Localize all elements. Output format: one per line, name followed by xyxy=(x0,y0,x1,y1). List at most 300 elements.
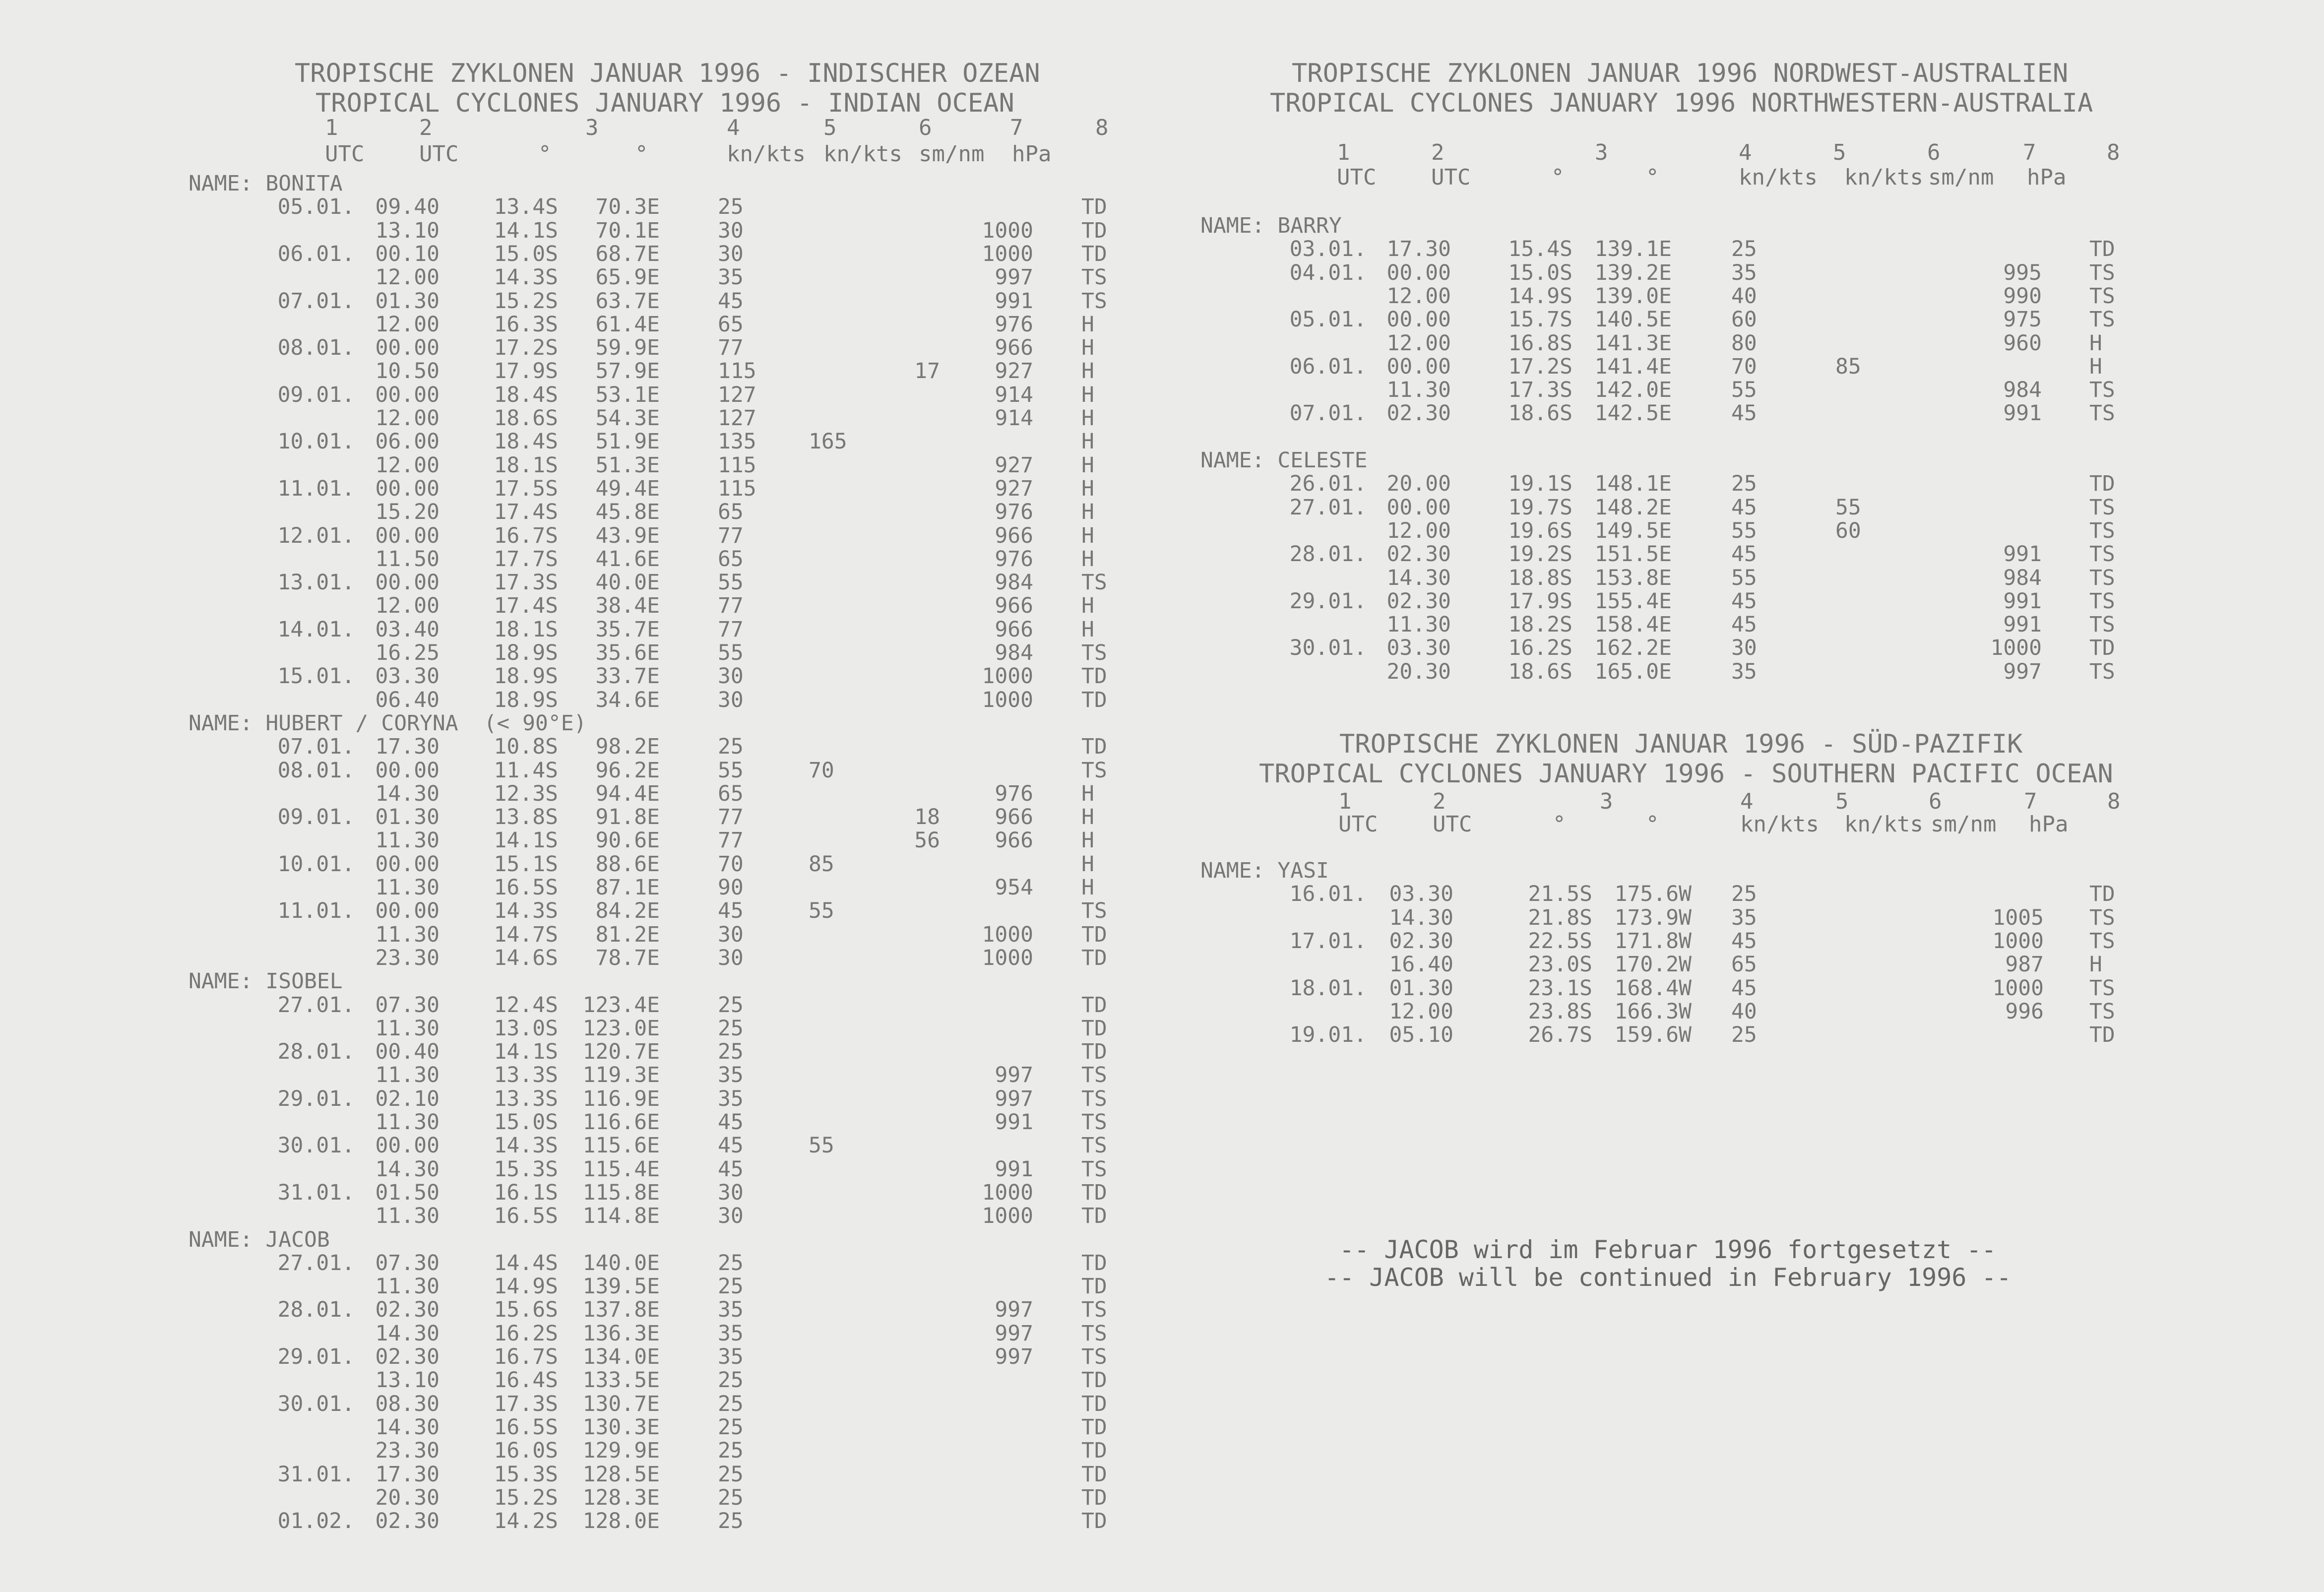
category: TD xyxy=(1081,1039,1107,1065)
time-utc: 11.30 xyxy=(375,1110,440,1135)
latitude: 16.7S xyxy=(494,523,558,548)
date: 09.01. xyxy=(277,805,355,830)
latitude: 16.5S xyxy=(494,875,558,900)
column-unit: ° xyxy=(635,141,648,167)
latitude: 16.0S xyxy=(494,1438,558,1464)
time-utc: 00.00 xyxy=(375,476,440,501)
category: TS xyxy=(2089,975,2115,1001)
column-unit: UTC xyxy=(1338,812,1378,837)
category: TD xyxy=(1081,1414,1107,1440)
longitude: 158.4E xyxy=(1594,612,1672,637)
time-utc: 12.00 xyxy=(375,265,440,290)
time-utc: 00.10 xyxy=(375,241,440,266)
cyclone-name: NAME: BONITA xyxy=(188,171,343,196)
category: TS xyxy=(2089,999,2115,1024)
gust-speed: 85 xyxy=(809,851,834,877)
latitude: 16.3S xyxy=(494,312,558,337)
longitude: 115.8E xyxy=(582,1180,660,1205)
wind-speed: 35 xyxy=(1731,260,1757,285)
longitude: 123.0E xyxy=(582,1016,660,1041)
latitude: 15.1S xyxy=(494,851,558,877)
time-utc: 00.00 xyxy=(375,1133,440,1158)
category: H xyxy=(1081,476,1094,501)
category: TS xyxy=(1081,288,1107,314)
title-english: TROPICAL CYCLONES JANUARY 1996 - SOUTHERN PACIFIC OCEAN xyxy=(1259,759,2113,789)
pressure: 991 xyxy=(995,1156,1033,1182)
wind-speed: 65 xyxy=(718,500,744,525)
table-row xyxy=(0,905,2324,929)
wind-speed: 115 xyxy=(718,359,756,384)
latitude: 16.2S xyxy=(1508,636,1572,661)
wind-speed: 25 xyxy=(718,734,744,760)
pressure: 976 xyxy=(995,500,1033,525)
time-utc: 02.30 xyxy=(375,1297,440,1323)
category: TS xyxy=(1081,1110,1107,1135)
wind-speed: 25 xyxy=(718,1039,744,1065)
latitude: 15.4S xyxy=(1508,237,1572,262)
latitude: 22.5S xyxy=(1528,928,1592,954)
latitude: 17.9S xyxy=(1508,588,1572,614)
pressure: 976 xyxy=(995,781,1033,806)
wind-speed: 30 xyxy=(718,1180,744,1205)
column-number: 4 xyxy=(1739,140,1752,165)
column-number: 4 xyxy=(727,115,740,140)
latitude: 15.6S xyxy=(494,1297,558,1323)
date: 11.01. xyxy=(277,898,355,924)
latitude: 16.5S xyxy=(494,1204,558,1229)
longitude: 139.1E xyxy=(1594,237,1672,262)
pressure: 991 xyxy=(2003,401,2042,426)
longitude: 116.9E xyxy=(582,1086,660,1111)
cyclone-name: NAME: CELESTE xyxy=(1200,448,1368,473)
time-utc: 06.40 xyxy=(375,687,440,712)
wind-speed: 135 xyxy=(718,429,756,454)
time-utc: 17.30 xyxy=(1386,237,1451,262)
latitude: 17.4S xyxy=(494,500,558,525)
cyclone-name: NAME: HUBERT / CORYNA (< 90°E) xyxy=(188,710,587,736)
category: TD xyxy=(1081,734,1107,760)
date: 10.01. xyxy=(277,429,355,454)
pressure: 1000 xyxy=(1992,975,2044,1001)
time-utc: 00.00 xyxy=(375,851,440,877)
wind-speed: 65 xyxy=(1731,952,1757,977)
table-row xyxy=(0,1415,2324,1439)
date: 26.01. xyxy=(1289,471,1367,497)
latitude: 17.2S xyxy=(1508,354,1572,379)
date: 18.01. xyxy=(1289,975,1367,1001)
time-utc: 03.30 xyxy=(375,664,440,689)
category: TS xyxy=(1081,1156,1107,1182)
category: TD xyxy=(1081,1368,1107,1393)
wind-speed: 55 xyxy=(718,758,744,783)
pressure: 1000 xyxy=(982,1204,1033,1229)
latitude: 18.6S xyxy=(1508,659,1572,684)
date: 28.01. xyxy=(1289,542,1367,567)
pressure: 984 xyxy=(995,570,1033,595)
latitude: 18.9S xyxy=(494,640,558,665)
category: H xyxy=(1081,406,1094,431)
column-number: 8 xyxy=(2107,789,2121,814)
latitude: 14.3S xyxy=(494,265,558,290)
wind-speed: 115 xyxy=(718,452,756,478)
time-utc: 02.30 xyxy=(1389,928,1453,954)
radius: 56 xyxy=(914,828,940,853)
longitude: 35.6E xyxy=(595,640,660,665)
category: TD xyxy=(1081,1180,1107,1205)
category: TS xyxy=(1081,1086,1107,1111)
column-unit: kn/kts xyxy=(1844,812,1923,837)
date: 06.01. xyxy=(1289,354,1367,379)
pressure: 966 xyxy=(995,805,1033,830)
wind-speed: 25 xyxy=(718,1438,744,1464)
column-number: 8 xyxy=(1095,115,1109,140)
table-row xyxy=(0,1204,2324,1227)
column-number: 6 xyxy=(1929,789,1942,814)
wind-speed: 30 xyxy=(718,1204,744,1229)
longitude: 54.3E xyxy=(595,406,660,431)
wind-speed: 80 xyxy=(1731,330,1757,356)
category: TS xyxy=(1081,570,1107,595)
pressure: 1000 xyxy=(982,945,1033,970)
longitude: 116.6E xyxy=(582,1110,660,1135)
continuation-note-german: -- JACOB wird im Februar 1996 fortgesetzt -- xyxy=(1339,1235,1997,1264)
time-utc: 20.30 xyxy=(375,1485,440,1510)
longitude: 171.8W xyxy=(1614,928,1692,954)
category: H xyxy=(1081,335,1094,361)
longitude: 134.0E xyxy=(582,1344,660,1369)
category: TS xyxy=(2089,378,2115,403)
category: TS xyxy=(2089,588,2115,614)
longitude: 120.7E xyxy=(582,1039,660,1065)
time-utc: 00.40 xyxy=(375,1039,440,1065)
longitude: 115.4E xyxy=(582,1156,660,1182)
wind-speed: 30 xyxy=(718,241,744,266)
pressure: 975 xyxy=(2003,307,2042,332)
category: TS xyxy=(2089,401,2115,426)
category: TD xyxy=(1081,664,1107,689)
category: TS xyxy=(1081,758,1107,783)
wind-speed: 25 xyxy=(1731,237,1757,262)
longitude: 142.5E xyxy=(1594,401,1672,426)
time-utc: 02.30 xyxy=(375,1509,440,1534)
date: 13.01. xyxy=(277,570,355,595)
column-unit: UTC xyxy=(1431,165,1471,190)
gust-speed: 85 xyxy=(1835,354,1861,379)
pressure: 997 xyxy=(995,1086,1033,1111)
time-utc: 03.40 xyxy=(375,617,440,642)
category: TS xyxy=(2089,565,2115,590)
longitude: 170.2W xyxy=(1614,952,1692,977)
time-utc: 02.30 xyxy=(1386,401,1451,426)
longitude: 139.2E xyxy=(1594,260,1672,285)
time-utc: 01.50 xyxy=(375,1180,440,1205)
latitude: 21.8S xyxy=(1528,905,1592,930)
category: H xyxy=(1081,828,1094,853)
latitude: 17.3S xyxy=(494,1391,558,1416)
category: TD xyxy=(1081,1509,1107,1534)
pressure: 960 xyxy=(2003,330,2042,356)
pressure: 966 xyxy=(995,523,1033,548)
column-number: 7 xyxy=(1010,115,1023,140)
wind-speed: 35 xyxy=(1731,659,1757,684)
title-english: TROPICAL CYCLONES JANUARY 1996 - INDIAN OCEAN xyxy=(315,88,1014,118)
longitude: 151.5E xyxy=(1594,542,1672,567)
longitude: 123.4E xyxy=(582,992,660,1018)
latitude: 14.4S xyxy=(494,1250,558,1275)
longitude: 130.3E xyxy=(582,1414,660,1440)
longitude: 51.3E xyxy=(595,452,660,478)
category: TS xyxy=(2089,659,2115,684)
wind-speed: 55 xyxy=(1731,565,1757,590)
wind-speed: 25 xyxy=(718,1016,744,1041)
title-english: TROPICAL CYCLONES JANUARY 1996 NORTHWESTERN-AUSTRALIA xyxy=(1270,88,2093,118)
longitude: 35.7E xyxy=(595,617,660,642)
latitude: 13.3S xyxy=(494,1063,558,1088)
time-utc: 16.40 xyxy=(1389,952,1453,977)
wind-speed: 25 xyxy=(718,1509,744,1534)
category: TD xyxy=(1081,1438,1107,1464)
table-row xyxy=(0,1180,2324,1204)
time-utc: 02.30 xyxy=(1386,542,1451,567)
longitude: 139.0E xyxy=(1594,283,1672,309)
column-unit: UTC xyxy=(1433,812,1472,837)
latitude: 13.8S xyxy=(494,805,558,830)
category: H xyxy=(1081,359,1094,384)
longitude: 78.7E xyxy=(595,945,660,970)
category: TS xyxy=(2089,518,2115,543)
column-unit: ° xyxy=(1551,165,1565,190)
latitude: 14.3S xyxy=(494,1133,558,1158)
wind-speed: 45 xyxy=(718,898,744,924)
date: 06.01. xyxy=(277,241,355,266)
time-utc: 00.00 xyxy=(1386,495,1451,520)
longitude: 128.3E xyxy=(582,1485,660,1510)
column-unit: hPa xyxy=(2027,165,2067,190)
time-utc: 23.30 xyxy=(375,945,440,970)
category: TD xyxy=(1081,922,1107,947)
longitude: 140.0E xyxy=(582,1250,660,1275)
column-number: 1 xyxy=(1337,140,1350,165)
table-row xyxy=(0,1321,2324,1345)
time-utc: 14.30 xyxy=(1386,565,1451,590)
date: 28.01. xyxy=(277,1297,355,1323)
continuation-note-english: -- JACOB will be continued in February 1996 -- xyxy=(1324,1263,2011,1292)
category: H xyxy=(1081,429,1094,454)
date: 12.01. xyxy=(277,523,355,548)
pressure: 990 xyxy=(2003,283,2042,309)
category: TD xyxy=(1081,1204,1107,1229)
longitude: 148.2E xyxy=(1594,495,1672,520)
wind-speed: 35 xyxy=(718,1344,744,1369)
wind-speed: 77 xyxy=(718,523,744,548)
wind-speed: 25 xyxy=(718,194,744,220)
wind-speed: 60 xyxy=(1731,307,1757,332)
wind-speed: 45 xyxy=(718,1156,744,1182)
category: TD xyxy=(1081,1250,1107,1275)
latitude: 17.5S xyxy=(494,476,558,501)
latitude: 21.5S xyxy=(1528,882,1592,907)
longitude: 40.0E xyxy=(595,570,660,595)
longitude: 43.9E xyxy=(595,523,660,548)
table-row xyxy=(0,976,2324,1000)
column-unit: ° xyxy=(1553,812,1566,837)
latitude: 13.3S xyxy=(494,1086,558,1111)
pressure: 1000 xyxy=(982,241,1033,266)
time-utc: 12.00 xyxy=(375,593,440,619)
title-german: TROPISCHE ZYKLONEN JANUAR 1996 - INDISCHER OZEAN xyxy=(295,59,1040,88)
date: 31.01. xyxy=(277,1180,355,1205)
radius: 18 xyxy=(914,805,940,830)
latitude: 17.3S xyxy=(494,570,558,595)
wind-speed: 115 xyxy=(718,476,756,501)
category: H xyxy=(1081,546,1094,572)
category: TD xyxy=(1081,1485,1107,1510)
category: TD xyxy=(1081,1391,1107,1416)
time-utc: 00.00 xyxy=(375,523,440,548)
longitude: 165.0E xyxy=(1594,659,1672,684)
column-number: 2 xyxy=(1433,789,1446,814)
pressure: 976 xyxy=(995,546,1033,572)
date: 30.01. xyxy=(277,1391,355,1416)
wind-speed: 45 xyxy=(1731,588,1757,614)
gust-speed: 60 xyxy=(1835,518,1861,543)
table-row xyxy=(0,1110,2324,1134)
latitude: 15.2S xyxy=(494,288,558,314)
column-number: 5 xyxy=(1835,789,1849,814)
category: H xyxy=(2089,354,2102,379)
table-row xyxy=(0,1157,2324,1181)
longitude: 65.9E xyxy=(595,265,660,290)
longitude: 38.4E xyxy=(595,593,660,619)
wind-speed: 45 xyxy=(1731,928,1757,954)
date: 03.01. xyxy=(1289,237,1367,262)
latitude: 15.2S xyxy=(494,1485,558,1510)
pressure: 987 xyxy=(2005,952,2044,977)
category: H xyxy=(1081,452,1094,478)
date: 29.01. xyxy=(277,1086,355,1111)
longitude: 41.6E xyxy=(595,546,660,572)
time-utc: 11.30 xyxy=(375,828,440,853)
longitude: 90.6E xyxy=(595,828,660,853)
wind-speed: 77 xyxy=(718,593,744,619)
wind-speed: 25 xyxy=(718,1462,744,1487)
time-utc: 01.30 xyxy=(375,805,440,830)
wind-speed: 77 xyxy=(718,805,744,830)
category: TD xyxy=(2089,882,2115,907)
column-number: 7 xyxy=(2024,789,2037,814)
time-utc: 14.30 xyxy=(375,1414,440,1440)
column-number: 3 xyxy=(1600,789,1613,814)
latitude: 15.7S xyxy=(1508,307,1572,332)
longitude: 136.3E xyxy=(582,1321,660,1346)
column-number: 2 xyxy=(1431,140,1445,165)
column-number: 1 xyxy=(325,115,338,140)
category: H xyxy=(1081,312,1094,337)
time-utc: 09.40 xyxy=(375,194,440,220)
category: TS xyxy=(1081,1321,1107,1346)
latitude: 23.1S xyxy=(1528,975,1592,1001)
latitude: 18.6S xyxy=(1508,401,1572,426)
wind-speed: 65 xyxy=(718,781,744,806)
category: TD xyxy=(1081,218,1107,243)
category: H xyxy=(1081,593,1094,619)
time-utc: 15.20 xyxy=(375,500,440,525)
category: TS xyxy=(1081,1344,1107,1369)
table-row xyxy=(0,1368,2324,1392)
date: 08.01. xyxy=(277,335,355,361)
category: TD xyxy=(1081,945,1107,970)
wind-speed: 55 xyxy=(1731,518,1757,543)
longitude: 137.8E xyxy=(582,1297,660,1323)
wind-speed: 127 xyxy=(718,382,756,407)
category: H xyxy=(1081,382,1094,407)
pressure: 966 xyxy=(995,335,1033,361)
wind-speed: 77 xyxy=(718,828,744,853)
wind-speed: 30 xyxy=(718,922,744,947)
wind-speed: 70 xyxy=(718,851,744,877)
wind-speed: 25 xyxy=(1731,1022,1757,1048)
category: TD xyxy=(1081,1016,1107,1041)
category: TD xyxy=(1081,194,1107,220)
date: 15.01. xyxy=(277,664,355,689)
column-unit: UTC xyxy=(325,141,365,167)
column-number: 7 xyxy=(2023,140,2036,165)
table-row xyxy=(0,1392,2324,1415)
gust-speed: 70 xyxy=(809,758,834,783)
wind-speed: 45 xyxy=(1731,542,1757,567)
time-utc: 06.00 xyxy=(375,429,440,454)
category: TS xyxy=(2089,495,2115,520)
pressure: 1000 xyxy=(982,664,1033,689)
wind-speed: 30 xyxy=(718,945,744,970)
column-number: 6 xyxy=(919,115,932,140)
pressure: 997 xyxy=(995,1344,1033,1369)
longitude: 142.0E xyxy=(1594,378,1672,403)
date: 05.01. xyxy=(277,194,355,220)
wind-speed: 45 xyxy=(1731,495,1757,520)
wind-speed: 25 xyxy=(718,1250,744,1275)
wind-speed: 35 xyxy=(718,265,744,290)
longitude: 45.8E xyxy=(595,500,660,525)
date: 07.01. xyxy=(277,734,355,760)
date: 10.01. xyxy=(277,851,355,877)
latitude: 13.4S xyxy=(494,194,558,220)
category: H xyxy=(2089,330,2102,356)
latitude: 16.2S xyxy=(494,1321,558,1346)
pressure: 997 xyxy=(995,1063,1033,1088)
time-utc: 00.00 xyxy=(375,758,440,783)
time-utc: 12.00 xyxy=(1389,999,1453,1024)
wind-speed: 45 xyxy=(1731,401,1757,426)
category: H xyxy=(1081,523,1094,548)
latitude: 18.1S xyxy=(494,617,558,642)
latitude: 19.7S xyxy=(1508,495,1572,520)
date: 27.01. xyxy=(1289,495,1367,520)
time-utc: 00.00 xyxy=(375,570,440,595)
time-utc: 12.00 xyxy=(1386,518,1451,543)
column-unit: kn/kts xyxy=(1740,812,1819,837)
time-utc: 12.00 xyxy=(375,406,440,431)
wind-speed: 40 xyxy=(1731,283,1757,309)
time-utc: 12.00 xyxy=(375,452,440,478)
category: H xyxy=(1081,781,1094,806)
latitude: 15.0S xyxy=(1508,260,1572,285)
longitude: 153.8E xyxy=(1594,565,1672,590)
date: 07.01. xyxy=(1289,401,1367,426)
latitude: 19.6S xyxy=(1508,518,1572,543)
wind-speed: 35 xyxy=(1731,905,1757,930)
pressure: 927 xyxy=(995,452,1033,478)
